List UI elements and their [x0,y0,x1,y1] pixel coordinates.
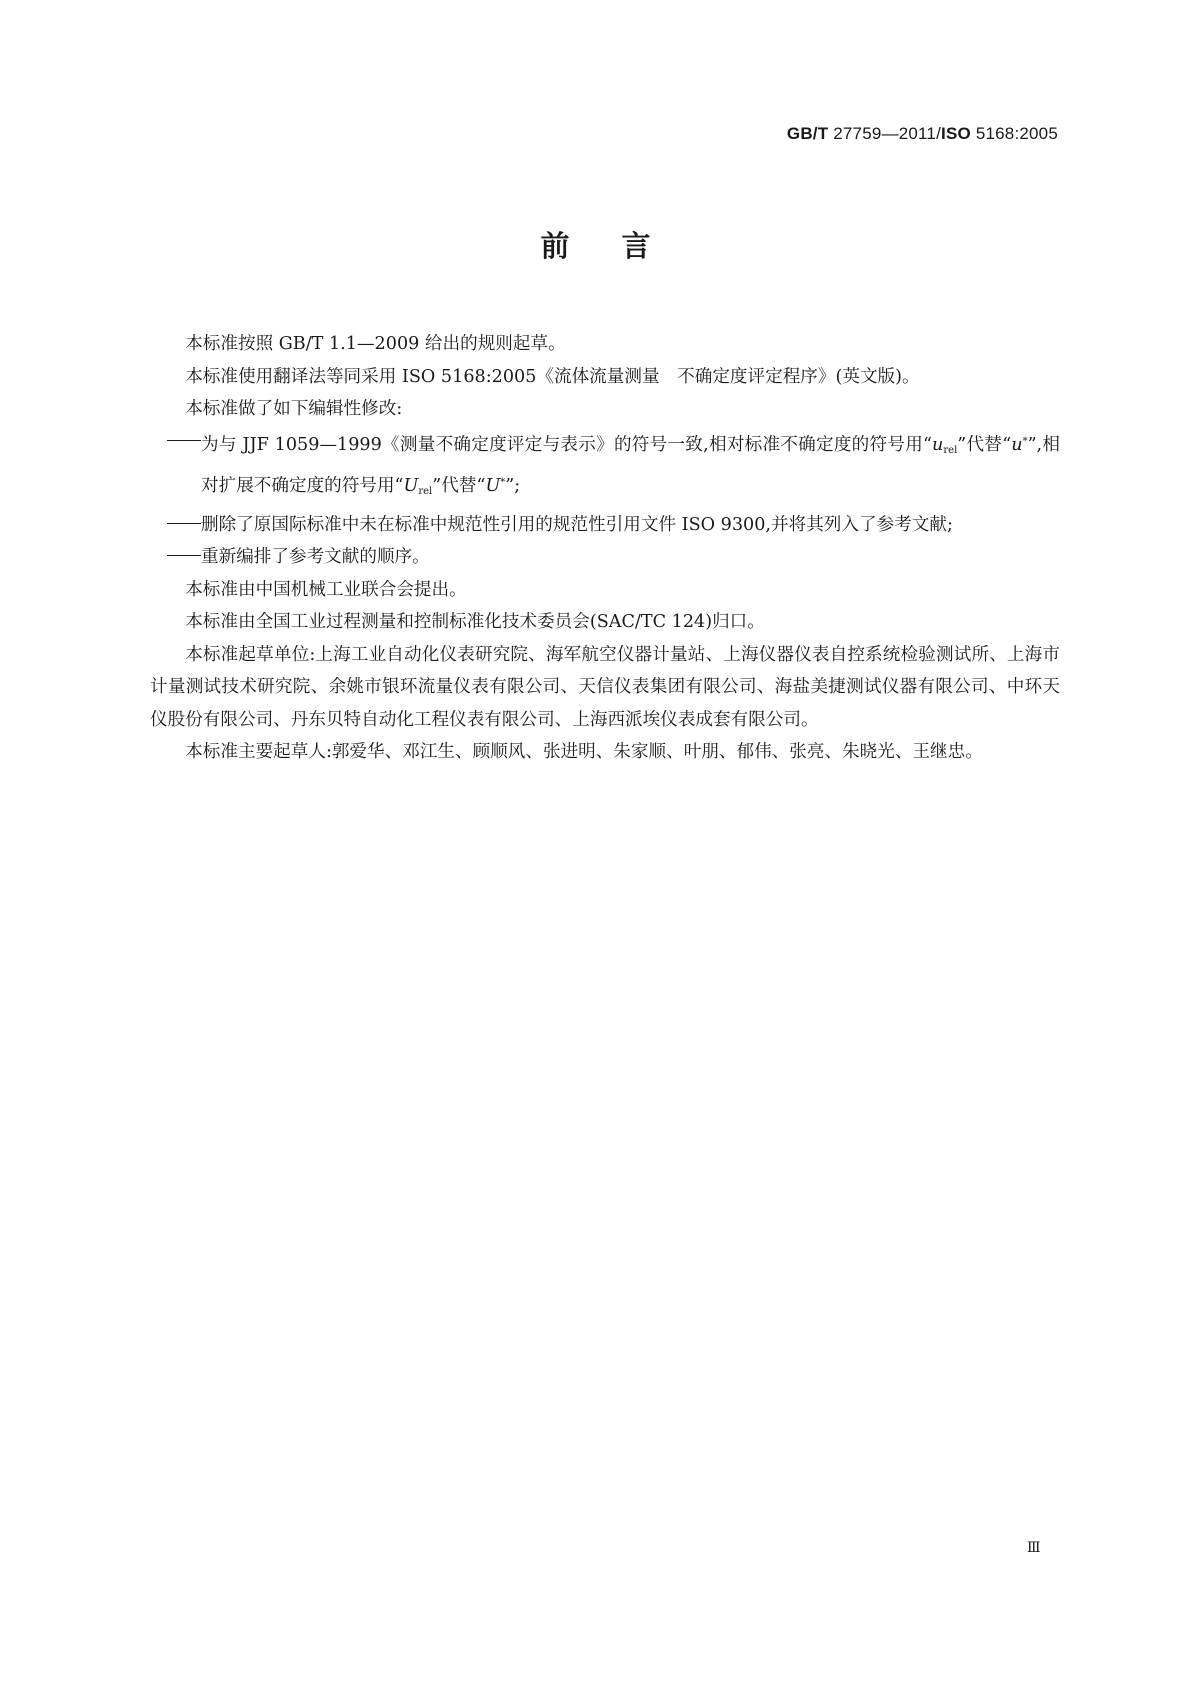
list-item [150,426,1060,509]
paragraph-committee: 本标准由全国工业过程测量和控制标准化技术委员会(SAC/TC 124)归口。 [185,612,765,632]
header-code-part-3: ISO [941,124,971,143]
list-item [150,509,1060,542]
dash-marker [150,426,201,459]
paragraph-editorial-changes: 本标准做了如下编辑性修改: [185,399,403,419]
paragraph-drafters: 本标准主要起草人:郭爱华、邓江生、顾顺风、张进明、朱家顺、叶朋、郁伟、张亮、朱晓光、王继忠。 [185,742,983,762]
header-code-part-4: 5168:2005 [970,124,1058,143]
paragraph-drafting-units: 本标准起草单位:上海工业自动化仪表研究院、海军航空仪器计量站、上海仪器仪表自控系统检验测试所、上海市计量测试技术研究院、余姚市银环流量仪表有限公司、天信仪表集团有限公司、海盐美捷测试仪器有限公司、中环天仪股份有限公司、丹东贝特自动化工程仪表有限公司、上海西派埃仪表成套有限公司。 [150,644,1060,730]
foreword-body [150,328,1060,769]
symbol-u-rel: $u_{rel}$ [932,434,958,456]
item1-quote-open: “ [923,434,933,455]
item1-quote-close: ”代替“ [957,434,1012,455]
item1-text-c: ”代替“ [432,476,486,496]
page-number: Ⅲ [1027,1540,1041,1556]
item1-text-a: 为与 JJF 1059—1999《测量不确定度评定与表示》的符号一致,相对标准不确定度的符号用 [201,434,924,455]
dash-marker [150,509,201,542]
list-item-text [201,426,1060,509]
symbol-u-star: u* [1011,434,1028,455]
header-code-part-1: GB/T [786,124,829,143]
list-item-text: 重新编排了参考文献的顺序。 [201,547,430,567]
item1-text-b: ”,相对扩展不确定度的符号用“ [201,434,1060,496]
list-item [150,541,1060,574]
list-item-text: 删除了原国际标准中未在标准中规范性引用的规范性引用文件 ISO 9300,并将其列入了参考文献; [201,514,953,535]
paragraph-drafting-rules: 本标准按照 GB/T 1.1—2009 给出的规则起草。 [185,334,566,354]
dash-marker [150,541,201,574]
paragraph-proposer: 本标准由中国机械工业联合会提出。 [185,579,467,600]
paragraph-adoption: 本标准使用翻译法等同采用 ISO 5168:2005《流体流量测量 不确定度评定程序》(英文版)。 [185,366,920,387]
item1-text-d: ”; [505,476,521,496]
page-title: 前言 [540,229,703,263]
standard-code-header [787,124,1058,144]
header-code-part-2: 27759—2011/ [828,124,942,143]
symbol-U-rel: $U_{rel}$ [403,476,433,497]
symbol-U-star: U* [485,476,506,496]
